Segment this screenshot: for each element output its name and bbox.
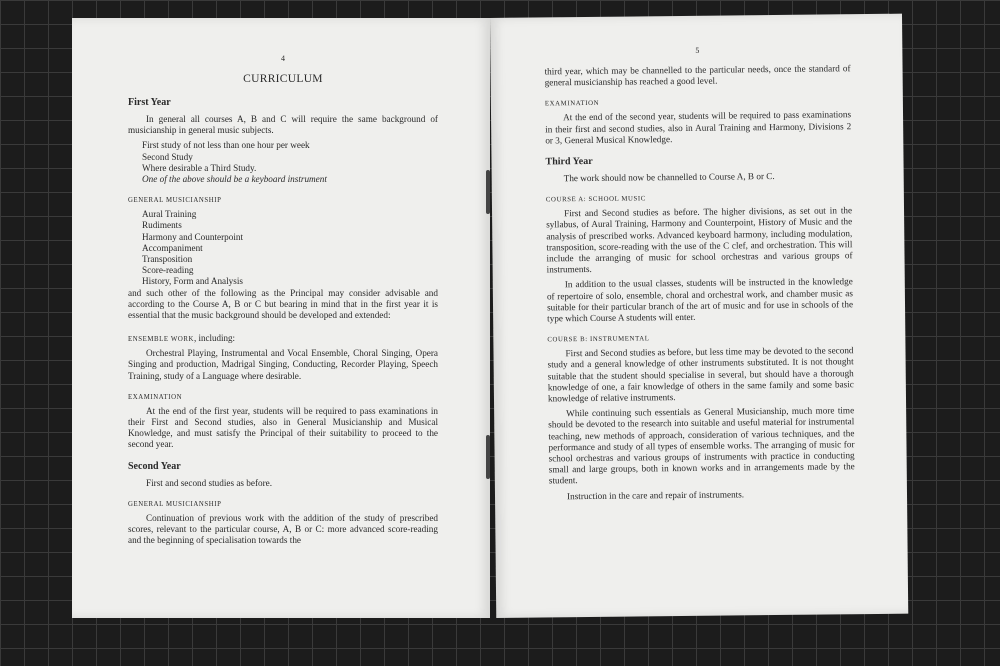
staple — [486, 170, 490, 214]
course-a-paragraph-2: In addition to the usual classes, students will be instructed in the knowledge of repertoire of solo, ensemble, choral and orchestral work, and chamber music as suitable for their particular branch of the art of music and for use in schools of the type which Course A students will enter. — [546, 276, 854, 324]
examination-paragraph: At the end of the second year, students will be required to pass examinations in their first and second studies, also in Aural Training and Harmony, Divisions 2 or 3, General Musical Knowledge. — [545, 109, 852, 146]
course-a-paragraph-1: First and Second studies as before. The higher divisions, as set out in the syllabus, of Aural Training, Harmony and Counterpoint, History of Music and the analysis of prescribed works. Advanced keyboard harmony, including modulation, transposition, score-reading with the use of the C clef, and orchestration. This will include the arranging of music for school orchestras and various groups of instruments. — [546, 205, 853, 275]
second-year-gm-heading: GENERAL MUSICIANSHIP — [128, 500, 222, 508]
course-b-paragraph-2: While continuing such essentials as General Musicianship, much more time should be devoted to the research into suitable and useful material for instrumental teaching, new methods of approach, consideration of various techniques, and the performance and study of all types of ensemble works. The arranging of music for school orchestras and various groups of instruments with practice in conducting small and large groups, both in known works and in arrangements made by the student. — [548, 405, 855, 486]
third-year-heading: Third Year — [545, 155, 593, 168]
course-b-heading: COURSE B: INSTRUMENTAL — [547, 335, 650, 344]
ensemble-heading-label: ENSEMBLE WORK — [128, 336, 195, 344]
page-title: CURRICULUM — [243, 73, 323, 85]
list-item: Rudiments — [142, 220, 182, 231]
list-item: Aural Training — [142, 209, 197, 220]
examination-paragraph: At the end of the first year, students will be required to pass examinations in their First and Second studies, also in General Musicianship and Musical Knowledge, and must satisfy the Principal of their suitability to proceed to the second year. — [128, 405, 438, 450]
list-item: Score-reading — [142, 265, 194, 276]
general-musicianship-list — [128, 209, 438, 287]
page-number: 5 — [695, 45, 700, 55]
list-item: Accompaniment — [142, 242, 203, 253]
examination-heading: EXAMINATION — [128, 393, 183, 401]
page-number: 4 — [281, 54, 285, 63]
first-year-heading: First Year — [128, 97, 171, 108]
list-item: First study of not less than one hour per week — [142, 140, 310, 151]
list-item: Transposition — [142, 254, 193, 265]
course-a-heading: COURSE A: SCHOOL MUSIC — [545, 195, 646, 204]
general-musicianship-heading: GENERAL MUSICIANSHIP — [128, 197, 222, 205]
right-page — [490, 14, 908, 618]
ensemble-heading — [128, 333, 438, 343]
continuation-paragraph: third year, which may be channelled to the particular needs, once the standard of general musicianship has reached a good level. — [544, 63, 851, 88]
course-b-paragraph-3: Instruction in the care and repair of instruments. — [566, 489, 745, 501]
italic-note: One of the above should be a keyboard instrument — [142, 174, 327, 185]
second-year-paragraph: First and second studies as before. — [146, 477, 273, 488]
list-item: History, Form and Analysis — [142, 276, 243, 287]
examination-heading: EXAMINATION — [544, 100, 600, 108]
list-item: Harmony and Counterpoint — [142, 231, 244, 242]
first-year-intro: In general all courses A, B and C will require the same background of musicianship in general music subjects. — [128, 114, 438, 136]
list-item: Where desirable a Third Study. — [142, 162, 257, 173]
ensemble-paragraph: Orchestral Playing, Instrumental and Vocal Ensemble, Choral Singing, Opera Singing and production, Madrigal Singing, Conducting, Recorder Playing, Speech Training, study of a Language where desirable. — [128, 348, 438, 381]
list-item: Second Study — [142, 151, 193, 162]
second-year-gm-paragraph: Continuation of previous work with the addition of the study of prescribed scores, relevant to the particular course, A, B or C: more advanced score-reading and the beginning of specialisation towards the — [128, 512, 438, 546]
general-musicianship-paragraph: and such other of the following as the Principal may consider advisable and according to the Course A, B or C but bearing in mind that in the first year it is essential that the music background should be developed and extended: — [128, 287, 438, 321]
third-year-paragraph: The work should now be channelled to Course A, B or C. — [563, 171, 775, 184]
ensemble-heading-suffix: , including: — [194, 333, 236, 344]
course-b-paragraph-1: First and Second studies as before, but less time may be devoted to the second study and a general knowledge of other instruments substituted. It is not thought suitable that the student should specialise in several, but should have a thorough knowledge of one, a fair knowledge of others in the same family and some basic knowledge of relative instruments. — [547, 345, 854, 404]
left-page — [72, 18, 490, 618]
staple — [486, 435, 490, 479]
second-year-heading: Second Year — [128, 460, 181, 472]
first-year-list — [128, 140, 438, 185]
